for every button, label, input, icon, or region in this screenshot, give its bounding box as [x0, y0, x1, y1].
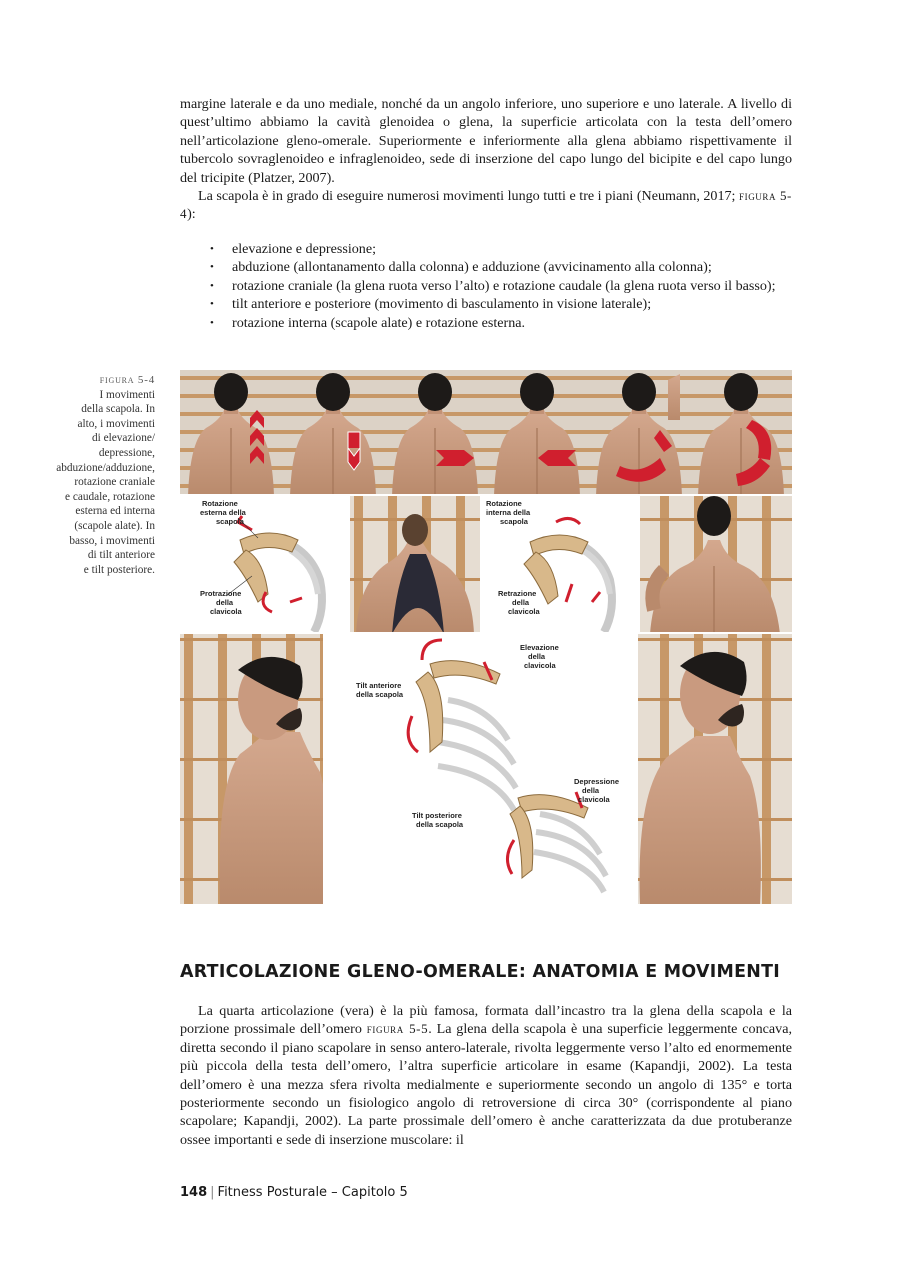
figure-ref-5-5[interactable]: figura 5-5: [366, 1021, 429, 1037]
label-elevazione-1: Elevazione: [520, 643, 559, 652]
paragraph-1: margine laterale e da uno mediale, nonché da un angolo inferiore, uno superiore e uno laterale. A livello di quest’ultimo abbiamo la cavità glenoidea o glena, la superficie articolata con la testa dell’omero nell’articolazione gleno-omerale. Superiormente e inferiormente alla glena abbiamo rispettivamente il tubercolo sovraglenoideo e infraglenoideo, sede di inserzione del capo lungo del bicipite e del capo lungo del tricipite (Platzer, 2007).: [180, 96, 792, 186]
label-protrazione-1: Protrazione: [200, 589, 242, 598]
paragraph-1-block: [180, 95, 792, 224]
caption-line: di tilt anteriore: [87, 549, 155, 562]
paragraph-2-text: La scapola è in grado di eseguire numerosi movimenti lungo tutti e tre i piani (Neumann, 2017;: [198, 188, 739, 205]
photo-depression: [282, 370, 384, 496]
list-item: • rotazione craniale (la glena ruota verso l’alto) e rotazione caudale (la glena ruota verso il basso);: [180, 277, 792, 295]
page-number: 148: [180, 1185, 208, 1200]
figure-5-4: [180, 370, 792, 908]
photo-elevation: [180, 370, 282, 496]
running-title: Fitness Posturale – Capitolo 5: [217, 1185, 408, 1200]
caption-line: e caudale, rotazione: [64, 490, 155, 503]
caption-line: della scapola. In: [81, 403, 155, 416]
diagram-external-rotation: [180, 496, 350, 634]
paragraph-3-text-a: La quarta articolazione (vera) è la più famosa, formata dall’incastro tra la glena della scapola e la porzione prossimale dell’omero: [180, 1003, 792, 1038]
label-tilt-post-2: della scapola: [416, 820, 464, 829]
label-protrazione-3: clavicola: [210, 607, 242, 616]
paragraph-3: [180, 1002, 792, 1149]
label-rot-int-3: scapola: [500, 517, 528, 526]
list-item: • abduzione (allontanamento dalla colonna) e adduzione (avvicinamento alla colonna);: [180, 258, 792, 276]
label-elevazione-3: clavicola: [524, 661, 556, 670]
figure-caption: [30, 373, 155, 577]
label-rot-int-1: Rotazione: [486, 499, 522, 508]
label-rot-int-2: interna della: [486, 508, 531, 517]
caption-line: depressione,: [98, 446, 155, 459]
label-rot-est-2: esterna della: [200, 508, 246, 517]
photo-abduction: [384, 370, 486, 496]
photo-back-top: [350, 496, 480, 634]
photo-anterior-tilt: [180, 634, 327, 904]
label-depressione-1: Depressione: [574, 777, 620, 786]
section-title: ARTICOLAZIONE GLENO-OMERALE: ANATOMIA E MOVIMENTI: [180, 962, 781, 982]
label-tilt-ant-2: della scapola: [356, 690, 404, 699]
label-elevazione-2: della: [528, 652, 546, 661]
caption-line: I movimenti: [99, 388, 155, 401]
label-retrazione-3: clavicola: [508, 607, 540, 616]
paragraph-2: [180, 187, 792, 224]
caption-line: (scapole alate). In: [74, 519, 155, 532]
label-tilt-ant-1: Tilt anteriore: [356, 681, 402, 690]
caption-line: e tilt posteriore.: [83, 563, 155, 576]
list-item: • rotazione interna (scapole alate) e rotazione esterna.: [180, 314, 792, 332]
photo-adduction: [486, 370, 588, 496]
caption-line: di elevazione/: [91, 432, 155, 445]
caption-line: rotazione craniale: [74, 476, 155, 489]
caption-line: alto, i movimenti: [77, 417, 155, 430]
caption-line: abduzione/adduzione,: [56, 461, 155, 474]
caption-line: basso, i movimenti: [69, 534, 155, 547]
paragraph-3-text-b: . La glena della scapola è una superficie leggermente concava, diretta secondo il piano scapolare in senso antero-laterale, rivolta leggermente verso l’alto ed enormemente più piccola della testa dell’omero, l’altra superficie articolare in esame (Kapandji, 2002). La testa dell’omero è una mezza sfera rivolta medialmente e superiormente secondo un angolo di 135° e torta posteriormente secondo un fisiologico angolo di retroversione di circa 30° (corrispondente al piano scapolare; Kapandji, 2002). La parte prossimale dell’omero è anche caratterizzata da due protuberanze ossee importanti e sede di inserzione muscolare: il: [180, 1021, 792, 1148]
movements-list: [180, 240, 792, 332]
caption-line: esterna ed interna: [75, 505, 155, 518]
diagram-tilt: [323, 634, 638, 904]
list-item: • elevazione e depressione;: [180, 240, 792, 258]
label-protrazione-2: della: [216, 598, 234, 607]
figure-5-4-image: [180, 370, 792, 904]
page-footer: [180, 1185, 408, 1200]
label-tilt-post-1: Tilt posteriore: [412, 811, 462, 820]
figure-caption-label: figura 5-4: [99, 374, 155, 386]
paragraph-2-end: ):: [187, 206, 196, 223]
label-rot-est-1: Rotazione: [202, 499, 238, 508]
figure-ref-5-4[interactable]: figura 5-4: [180, 188, 792, 222]
label-depressione-2: della: [582, 786, 600, 795]
label-rot-est-3: scapola: [216, 517, 244, 526]
photo-cranial-rotation: [588, 370, 690, 496]
photo-winged-scapula: [640, 496, 792, 634]
paragraph-3-block: [180, 1002, 792, 1149]
photo-caudal-rotation: [690, 370, 792, 496]
movements-list-block: [180, 240, 792, 332]
diagram-internal-rotation: [480, 496, 640, 634]
list-item: • tilt anteriore e posteriore (movimento di basculamento in visione laterale);: [180, 295, 792, 313]
footer-separator: |: [210, 1185, 215, 1200]
label-depressione-3: clavicola: [578, 795, 610, 804]
photo-posterior-tilt: [638, 634, 792, 904]
label-retrazione-2: della: [512, 598, 530, 607]
label-retrazione-1: Retrazione: [498, 589, 537, 598]
